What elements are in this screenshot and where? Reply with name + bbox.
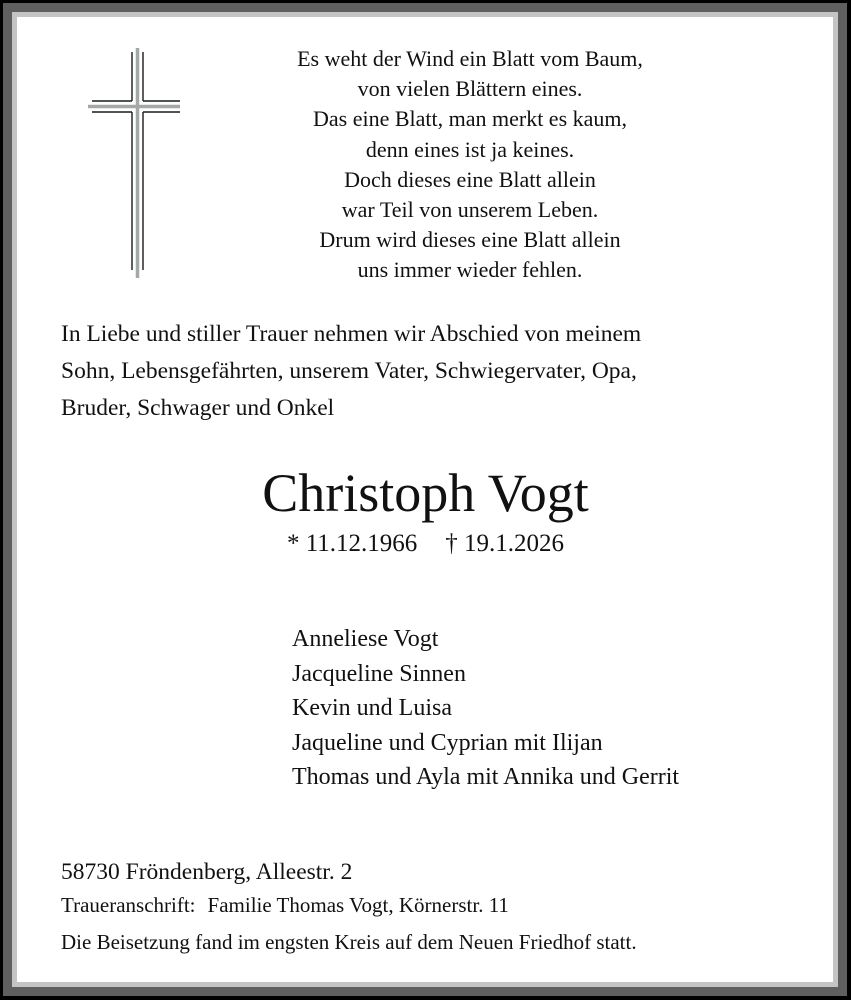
mourner: Jaqueline und Cyprian mit Ilijan [292, 729, 603, 756]
poem-line: von vielen Blättern eines. [357, 76, 583, 102]
poem-line: denn eines ist ja keines. [365, 136, 575, 162]
poem-line: uns immer wieder fehlen. [357, 257, 583, 283]
intro-text [61, 316, 801, 427]
mourning-address-label: Traueranschrift: [61, 893, 196, 917]
life-dates [0, 527, 851, 561]
intro-line: Bruder, Schwager und Onkel [61, 395, 335, 421]
cross-icon [88, 48, 180, 280]
deceased-name: Christoph Vogt [262, 463, 589, 523]
mourning-address [61, 890, 509, 920]
poem-line: Doch dieses eine Blatt allein [344, 166, 596, 192]
poem-line: war Teil von unserem Leben. [341, 197, 599, 223]
burial-note: Die Beisetzung fand im engsten Kreis auf dem Neuen Friedhof statt. [61, 930, 637, 954]
mourner: Thomas und Ayla mit Annika und Gerrit [292, 764, 680, 790]
poem-line: Das eine Blatt, man merkt es kaum, [312, 106, 628, 132]
mourner: Jacqueline Sinnen [292, 660, 466, 687]
poem-line: Es weht der Wind ein Blatt vom Baum, [297, 46, 643, 71]
mourning-address-value: Familie Thomas Vogt, Körnerstr. 11 [207, 893, 509, 917]
mourners-list [292, 622, 679, 795]
mourner: Kevin und Luisa [292, 695, 452, 721]
death-date: † 19.1.2026 [445, 530, 565, 557]
mourner: Anneliese Vogt [292, 626, 439, 652]
poem [220, 44, 720, 286]
birth-date: * 11.12.1966 [286, 530, 418, 557]
poem-line: Drum wird dieses eine Blatt allein [319, 227, 621, 253]
address: 58730 Fröndenberg, Alleestr. 2 [61, 859, 353, 885]
intro-line: Sohn, Lebensgefährten, unserem Vater, Schwiegervater, Opa, [61, 358, 637, 384]
intro-line: In Liebe und stiller Trauer nehmen wir Abschied von meinem [61, 321, 642, 347]
